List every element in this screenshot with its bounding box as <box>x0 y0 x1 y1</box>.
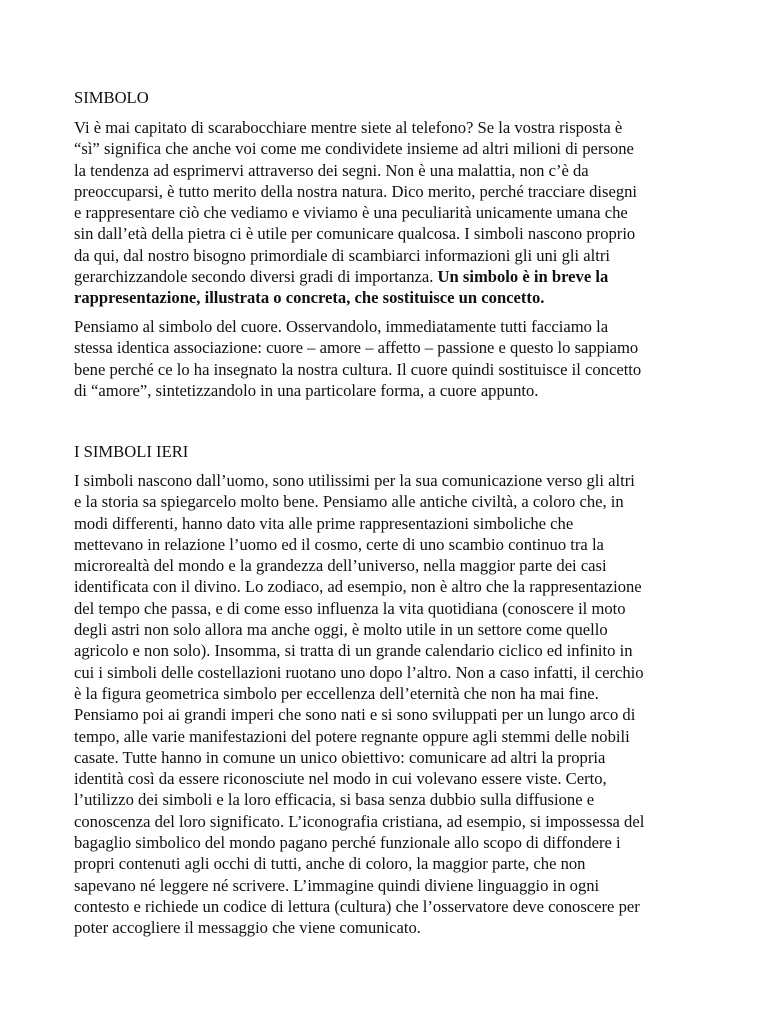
paragraph-line: mettevano in relazione l’uomo ed il cosmo, certe di uno scambio continuo tra la <box>74 534 604 554</box>
paragraph-line: di “amore”, sintetizzandolo in una particolare forma, a cuore appunto. <box>74 380 539 400</box>
paragraph-line: sin dall’età della pietra ci è utile per comunicare qualcosa. I simboli nascono proprio <box>74 224 636 244</box>
paragraph-line: del tempo che passa, e di come esso influenza la vita quotidiana (conoscere il moto <box>74 598 626 618</box>
definition-bold-text: Un simbolo è in breve la <box>437 267 609 287</box>
paragraph-line: l’utilizzo dei simboli e la loro efficacia, si basa senza dubbio sulla diffusione e <box>74 790 595 810</box>
paragraph-simboli-ieri <box>74 470 696 939</box>
definition-bold-text: rappresentazione, illustrata o concreta, che sostituisce un concetto. <box>74 288 545 308</box>
paragraph-line: identità così da essere riconosciute nel modo in cui volevano essere viste. Certo, <box>74 769 607 789</box>
paragraph-line: contesto e richiede un codice di lettura (cultura) che l’osservatore deve conoscere per <box>74 896 640 916</box>
paragraph-line: modi differenti, hanno dato vita alle prime rappresentazioni simboliche che <box>74 513 574 533</box>
paragraph-simbolo-intro <box>74 117 696 309</box>
paragraph-line: da qui, dal nostro bisogno primordiale di scambiarci informazioni gli uni gli altri <box>74 245 610 265</box>
paragraph-line: tempo, alle varie manifestazioni del potere regnante oppure agli stemmi delle nobili <box>74 726 630 746</box>
paragraph-line: cui i simboli delle costellazioni ruotano uno dopo l’altro. Non a caso infatti, il cerchio <box>74 662 644 682</box>
paragraph-line: degli astri non solo allora ma anche oggi, è molto utile in un settore come quello <box>74 620 608 640</box>
paragraph-line: microrealtà del mondo e la grandezza dell’universo, nella maggior parte dei casi <box>74 556 607 576</box>
paragraph-line: Vi è mai capitato di scarabocchiare mentre siete al telefono? Se la vostra risposta è <box>74 118 623 137</box>
paragraph-line <box>74 266 696 287</box>
paragraph-line: sapevano né leggere né scrivere. L’immagine quindi diviene linguaggio in ogni <box>74 875 600 895</box>
paragraph-line: agricolo e non solo). Insomma, si tratta di un grande calendario ciclico ed infinito in <box>74 641 633 661</box>
paragraph-line: identificata con il divino. Lo zodiaco, ad esempio, non è altro che la rappresentazione <box>74 577 642 597</box>
paragraph-line: bene perché ce lo ha insegnato la nostra cultura. Il cuore quindi sostituisce il concetto <box>74 359 642 379</box>
paragraph-line: propri contenuti agli occhi di tutti, anche di coloro, la maggior parte, che non <box>74 854 586 874</box>
paragraph-line: e la storia sa spiegarcelo molto bene. Pensiamo alle antiche civiltà, a coloro che, in <box>74 492 624 512</box>
paragraph-line: la tendenza ad esprimervi attraverso dei segni. Non è una malattia, non c’è da <box>74 160 589 180</box>
paragraph-text: gerarchizzandole secondo diversi gradi di importanza. <box>74 267 438 287</box>
section-heading-simboli-ieri: I SIMBOLI IERI <box>74 442 189 461</box>
paragraph-line: bagaglio simbolico del mondo pagano perché funzionale allo scopo di diffondere i <box>74 833 621 853</box>
paragraph-line: conoscenza del loro significato. L’iconografia cristiana, ad esempio, si impossessa del <box>74 811 645 831</box>
paragraph-line: stessa identica associazione: cuore – amore – affetto – passione e questo lo sappiamo <box>74 338 639 358</box>
paragraph-line: Pensiamo poi ai grandi imperi che sono nati e si sono sviluppati per un lungo arco di <box>74 705 636 725</box>
paragraph-line: è la figura geometrica simbolo per eccellenza dell’eternità che non ha mai fine. <box>74 683 599 703</box>
paragraph-line: poter accogliere il messaggio che viene comunicato. <box>74 918 421 938</box>
paragraph-line: “sì” significa che anche voi come me condividete insieme ad altri milioni di persone <box>74 139 634 159</box>
paragraph-heart-symbol <box>74 316 696 401</box>
paragraph-line: preoccuparsi, è tutto merito della nostra natura. Dico merito, perché tracciare disegni <box>74 181 638 201</box>
paragraph-line: e rappresentare ciò che vediamo e viviamo è una peculiarità unicamente umana che <box>74 203 628 223</box>
paragraph-line: Pensiamo al simbolo del cuore. Osservandolo, immediatamente tutti facciamo la <box>74 317 609 336</box>
section-heading-simbolo: SIMBOLO <box>74 88 149 107</box>
paragraph-line <box>74 287 696 308</box>
paragraph-line: I simboli nascono dall’uomo, sono utilissimi per la sua comunicazione verso gli altri <box>74 471 635 490</box>
paragraph-line: casate. Tutte hanno in comune un unico obiettivo: comunicare ad altri la propria <box>74 747 606 767</box>
